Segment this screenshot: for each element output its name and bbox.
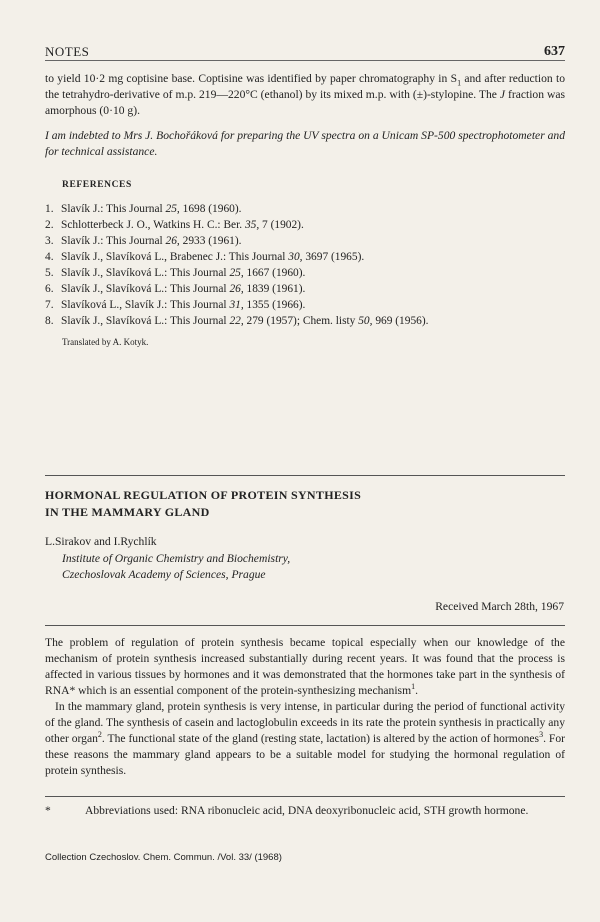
reference-text: Schlotterbeck J. O., Watkins H. C.: Ber. 35, 7 (1902).: [61, 219, 304, 231]
para2-text-c: . For these reasons the mammary gland appears to be a suitable model for studying the hormonal regulation of protein synthesis.: [45, 732, 565, 777]
body-paragraph-2: [45, 699, 565, 779]
running-header: [45, 40, 565, 61]
reference-item: [45, 217, 565, 233]
reference-number: 1.: [45, 203, 54, 215]
solvent-subscript: 1: [457, 78, 462, 88]
section-title: NOTES: [45, 44, 90, 59]
reference-text: Slavík J., Slavíková L., Brabenec J.: This Journal 30, 3697 (1965).: [61, 251, 365, 263]
reference-number: 5.: [45, 267, 54, 279]
reference-item: [45, 233, 565, 249]
reference-item: [45, 249, 565, 265]
reference-number: 3.: [45, 235, 54, 247]
reference-item: [45, 201, 565, 217]
para2-text-b: . The functional state of the gland (resting state, lactation) is altered by the action of hormones: [101, 732, 540, 745]
continuation-text-c: fraction was amorphous (0·10 g).: [45, 88, 565, 117]
para2-text-a: In the mammary gland, protein synthesis is very intense, in particular during the period of functional activity of the gland. The synthesis of casein and lactoglobulin exceeds in its rate the protein synthesis in practically any other organ: [45, 700, 565, 745]
footnote-marker: *: [45, 804, 51, 817]
reference-number: 7.: [45, 299, 54, 311]
continuation-text-a: to yield 10·2 mg coptisine base. Coptisine was identified by paper chromatography in S: [45, 72, 458, 85]
reference-text: Slavík J., Slavíková L.: This Journal 26, 1839 (1961).: [61, 283, 306, 295]
journal-citation-footer: Collection Czechoslov. Chem. Commun. /Vol. 33/ (1968): [45, 852, 282, 863]
reference-item: [45, 265, 565, 281]
page-number: 637: [544, 44, 565, 59]
footnote: [45, 803, 565, 819]
reference-text: Slavík J.: This Journal 26, 2933 (1961).: [61, 235, 242, 247]
reference-text: Slavík J., Slavíková L.: This Journal 25, 1667 (1960).: [61, 267, 306, 279]
reference-text: Slavík J., Slavíková L.: This Journal 22, 279 (1957); Chem. listy 50, 969 (1956).: [61, 315, 429, 327]
continuation-paragraph: [45, 71, 565, 119]
article-title-line2: IN THE MAMMARY GLAND: [45, 505, 210, 519]
translator-credit: Translated by A. Kotyk.: [62, 337, 149, 347]
reference-text: Slavík J.: This Journal 25, 1698 (1960).: [61, 203, 242, 215]
para1-end: .: [415, 684, 418, 697]
acknowledgement: I am indebted to Mrs J. Bochořáková for preparing the UV spectra on a Unicam SP-500 spectrophotometer and for technical assistance.: [45, 129, 565, 158]
citation-1: 1: [411, 682, 416, 692]
article-title: [45, 487, 361, 521]
author-affiliation: [62, 551, 290, 583]
para1-text: The problem of regulation of protein synthesis became topical especially when our knowledge of the mechanism of protein synthesis increased substantially during recent years. It was found that the process is affected in various tissues by hormones and it was demonstrated that the hormones take part in the synthesis of RNA* which is an essential component of the protein-synthesizing mechanism: [45, 636, 565, 697]
reference-number: 6.: [45, 283, 54, 295]
references-heading: REFERENCES: [62, 180, 132, 190]
footnote-text: Abbreviations used: RNA ribonucleic acid, DNA deoxyribonucleic acid, STH growth hormone.: [85, 804, 529, 817]
article-title-line1: HORMONAL REGULATION OF PROTEIN SYNTHESIS: [45, 488, 362, 502]
reference-number: 2.: [45, 219, 54, 231]
affiliation-line2: Czechoslovak Academy of Sciences, Prague: [62, 568, 266, 581]
citation-2: 2: [97, 730, 102, 740]
footnote-divider: [45, 796, 565, 797]
reference-item: [45, 313, 565, 329]
received-date: Received March 28th, 1967: [435, 600, 564, 613]
abstract-divider: [45, 625, 565, 626]
affiliation-line1: Institute of Organic Chemistry and Biochemistry,: [62, 552, 291, 565]
article-body: [45, 635, 565, 779]
reference-item: [45, 297, 565, 313]
body-paragraph-1: [45, 635, 565, 699]
references-list: [45, 201, 565, 329]
reference-text: Slavíková L., Slavík J.: This Journal 31, 1355 (1966).: [61, 299, 306, 311]
citation-3: 3: [539, 730, 544, 740]
reference-number: 4.: [45, 251, 54, 263]
section-divider-top: [45, 475, 565, 476]
continuation-text-b: and after reduction to the tetrahydro-derivative of m.p. 219—220°C (ethanol) by its mixed m.p. with (±)-stylopine. The: [45, 72, 565, 101]
reference-number: 8.: [45, 315, 54, 327]
article-authors: L.Sirakov and I.Rychlík: [45, 535, 157, 548]
fraction-label: J: [499, 88, 506, 101]
reference-item: [45, 281, 565, 297]
